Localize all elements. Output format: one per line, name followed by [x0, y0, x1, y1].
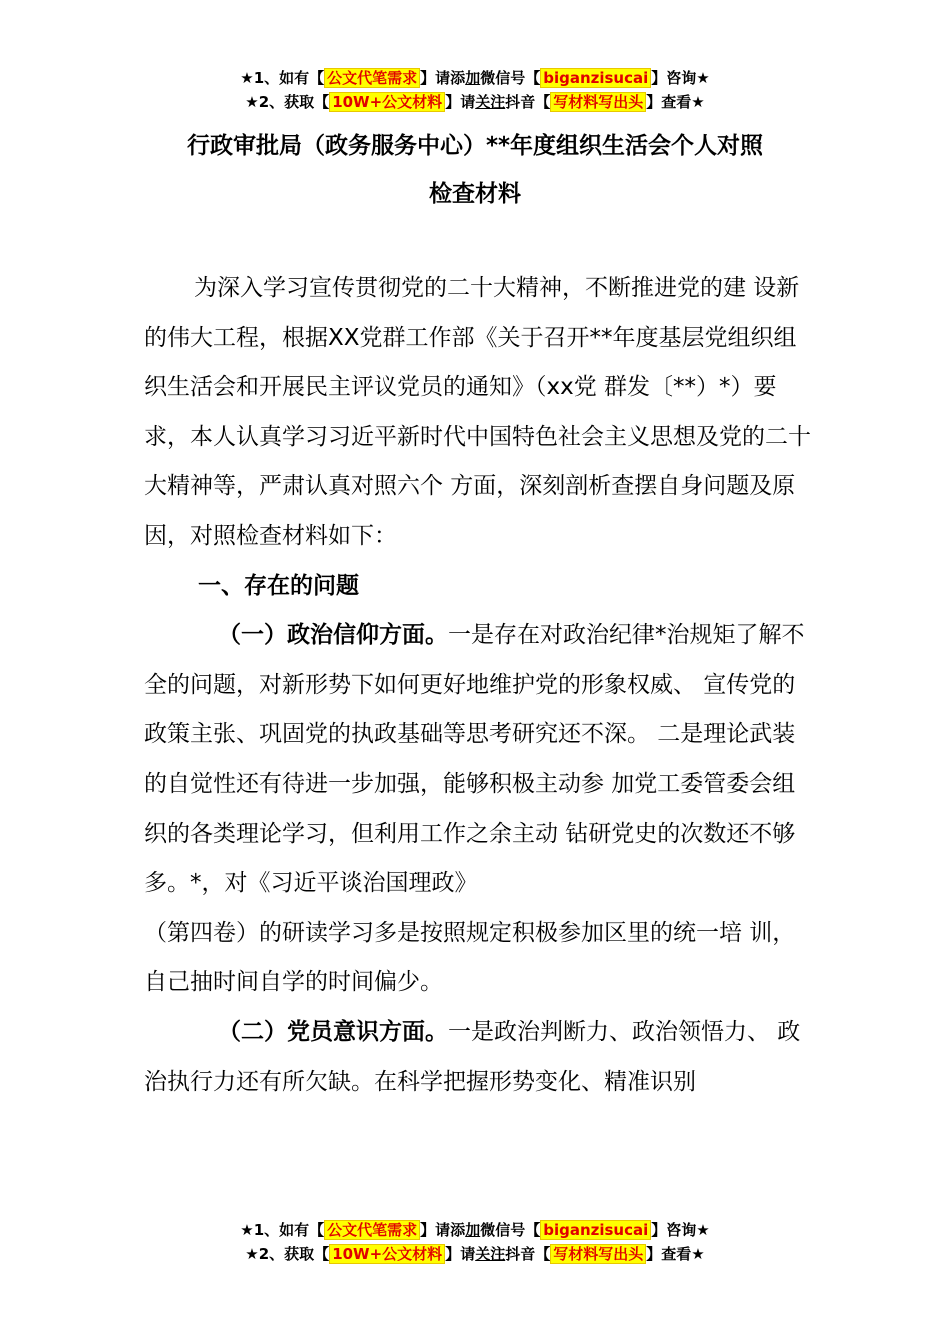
- banner-line-2: ★2、获取【 10W+公文材料 】请关注抖音【 写材料写出头 】查看★: [245, 93, 705, 111]
- subsection-heading: （一）政治信仰方面。: [218, 622, 448, 649]
- banner-highlight: biganzisucai: [540, 68, 651, 88]
- subsection-paragraph-2: （二）党员意识方面。一是政治判断力、政治领悟力、 政治执行力还有所欠缺。在科学把握形势变化、精准识别: [144, 1018, 801, 1095]
- subsection-heading: （二）党员意识方面。: [218, 1018, 448, 1045]
- title-line-1: 行政审批局（政务服务中心）**年度组织生活会个人对照: [186, 133, 764, 159]
- intro-paragraph: 为深入学习宣传贯彻党的二十大精神，不断推进党的建 设新的伟大工程，根据XX党群工作部《关于召开**年度基层党组织组织生活会和开展民主评议党员的通知》（xx党 群发〔**）*）要求，本人认真学习习近平新时代中国特色社会主义思想及党的二十大精神等，严肃认真对照六个 方面，深刻剖析查摆自身问题及原因，对照检查材料如下：: [144, 275, 811, 549]
- subsection-paragraph-1: （一）政治信仰方面。一是存在对政治纪律*治规矩了解不全的问题，对新形势下如何更好地维护党的形象权威、 宣传党的政策主张、巩固党的执政基础等思考研究还不深。 二是理论武装的自觉性还有待进一步加强，能够积极主动参 加党工委管委会组织的各类理论学习，但利用工作之余主动 钻研党史的次数还不够多。*，对《习近平谈治国理政》: [144, 622, 805, 897]
- banner-line-2: ★2、获取【 10W+公文材料 】请关注抖音【 写材料写出头 】查看★: [245, 1245, 705, 1263]
- document-body: [144, 264, 812, 1107]
- subsection-paragraph-1-continued: （第四卷）的研读学习多是按照规定积极参加区里的统一培 训，自己抽时间自学的时间偏少。: [144, 919, 796, 996]
- banner-highlight: 写材料写出头: [550, 1244, 646, 1264]
- banner-highlight: 10W+公文材料: [329, 1244, 445, 1264]
- title-line-2: 检查材料: [429, 181, 521, 207]
- document-title: [0, 122, 950, 218]
- banner-highlight: 写材料写出头: [550, 92, 646, 112]
- header-banner: [0, 66, 950, 114]
- banner-highlight: 公文代笔需求: [324, 1220, 420, 1240]
- banner-highlight: 10W+公文材料: [329, 92, 445, 112]
- banner-line-1: ★1、如有【 公文代笔需求 】请添加微信号【 biganzisucai 】咨询★: [240, 1221, 710, 1239]
- banner-line-1: ★1、如有【 公文代笔需求 】请添加微信号【 biganzisucai 】咨询★: [240, 69, 710, 87]
- section-heading: 一、存在的问题: [198, 572, 359, 599]
- footer-banner: [0, 1218, 950, 1266]
- banner-highlight: 公文代笔需求: [324, 68, 420, 88]
- banner-highlight: biganzisucai: [540, 1220, 651, 1240]
